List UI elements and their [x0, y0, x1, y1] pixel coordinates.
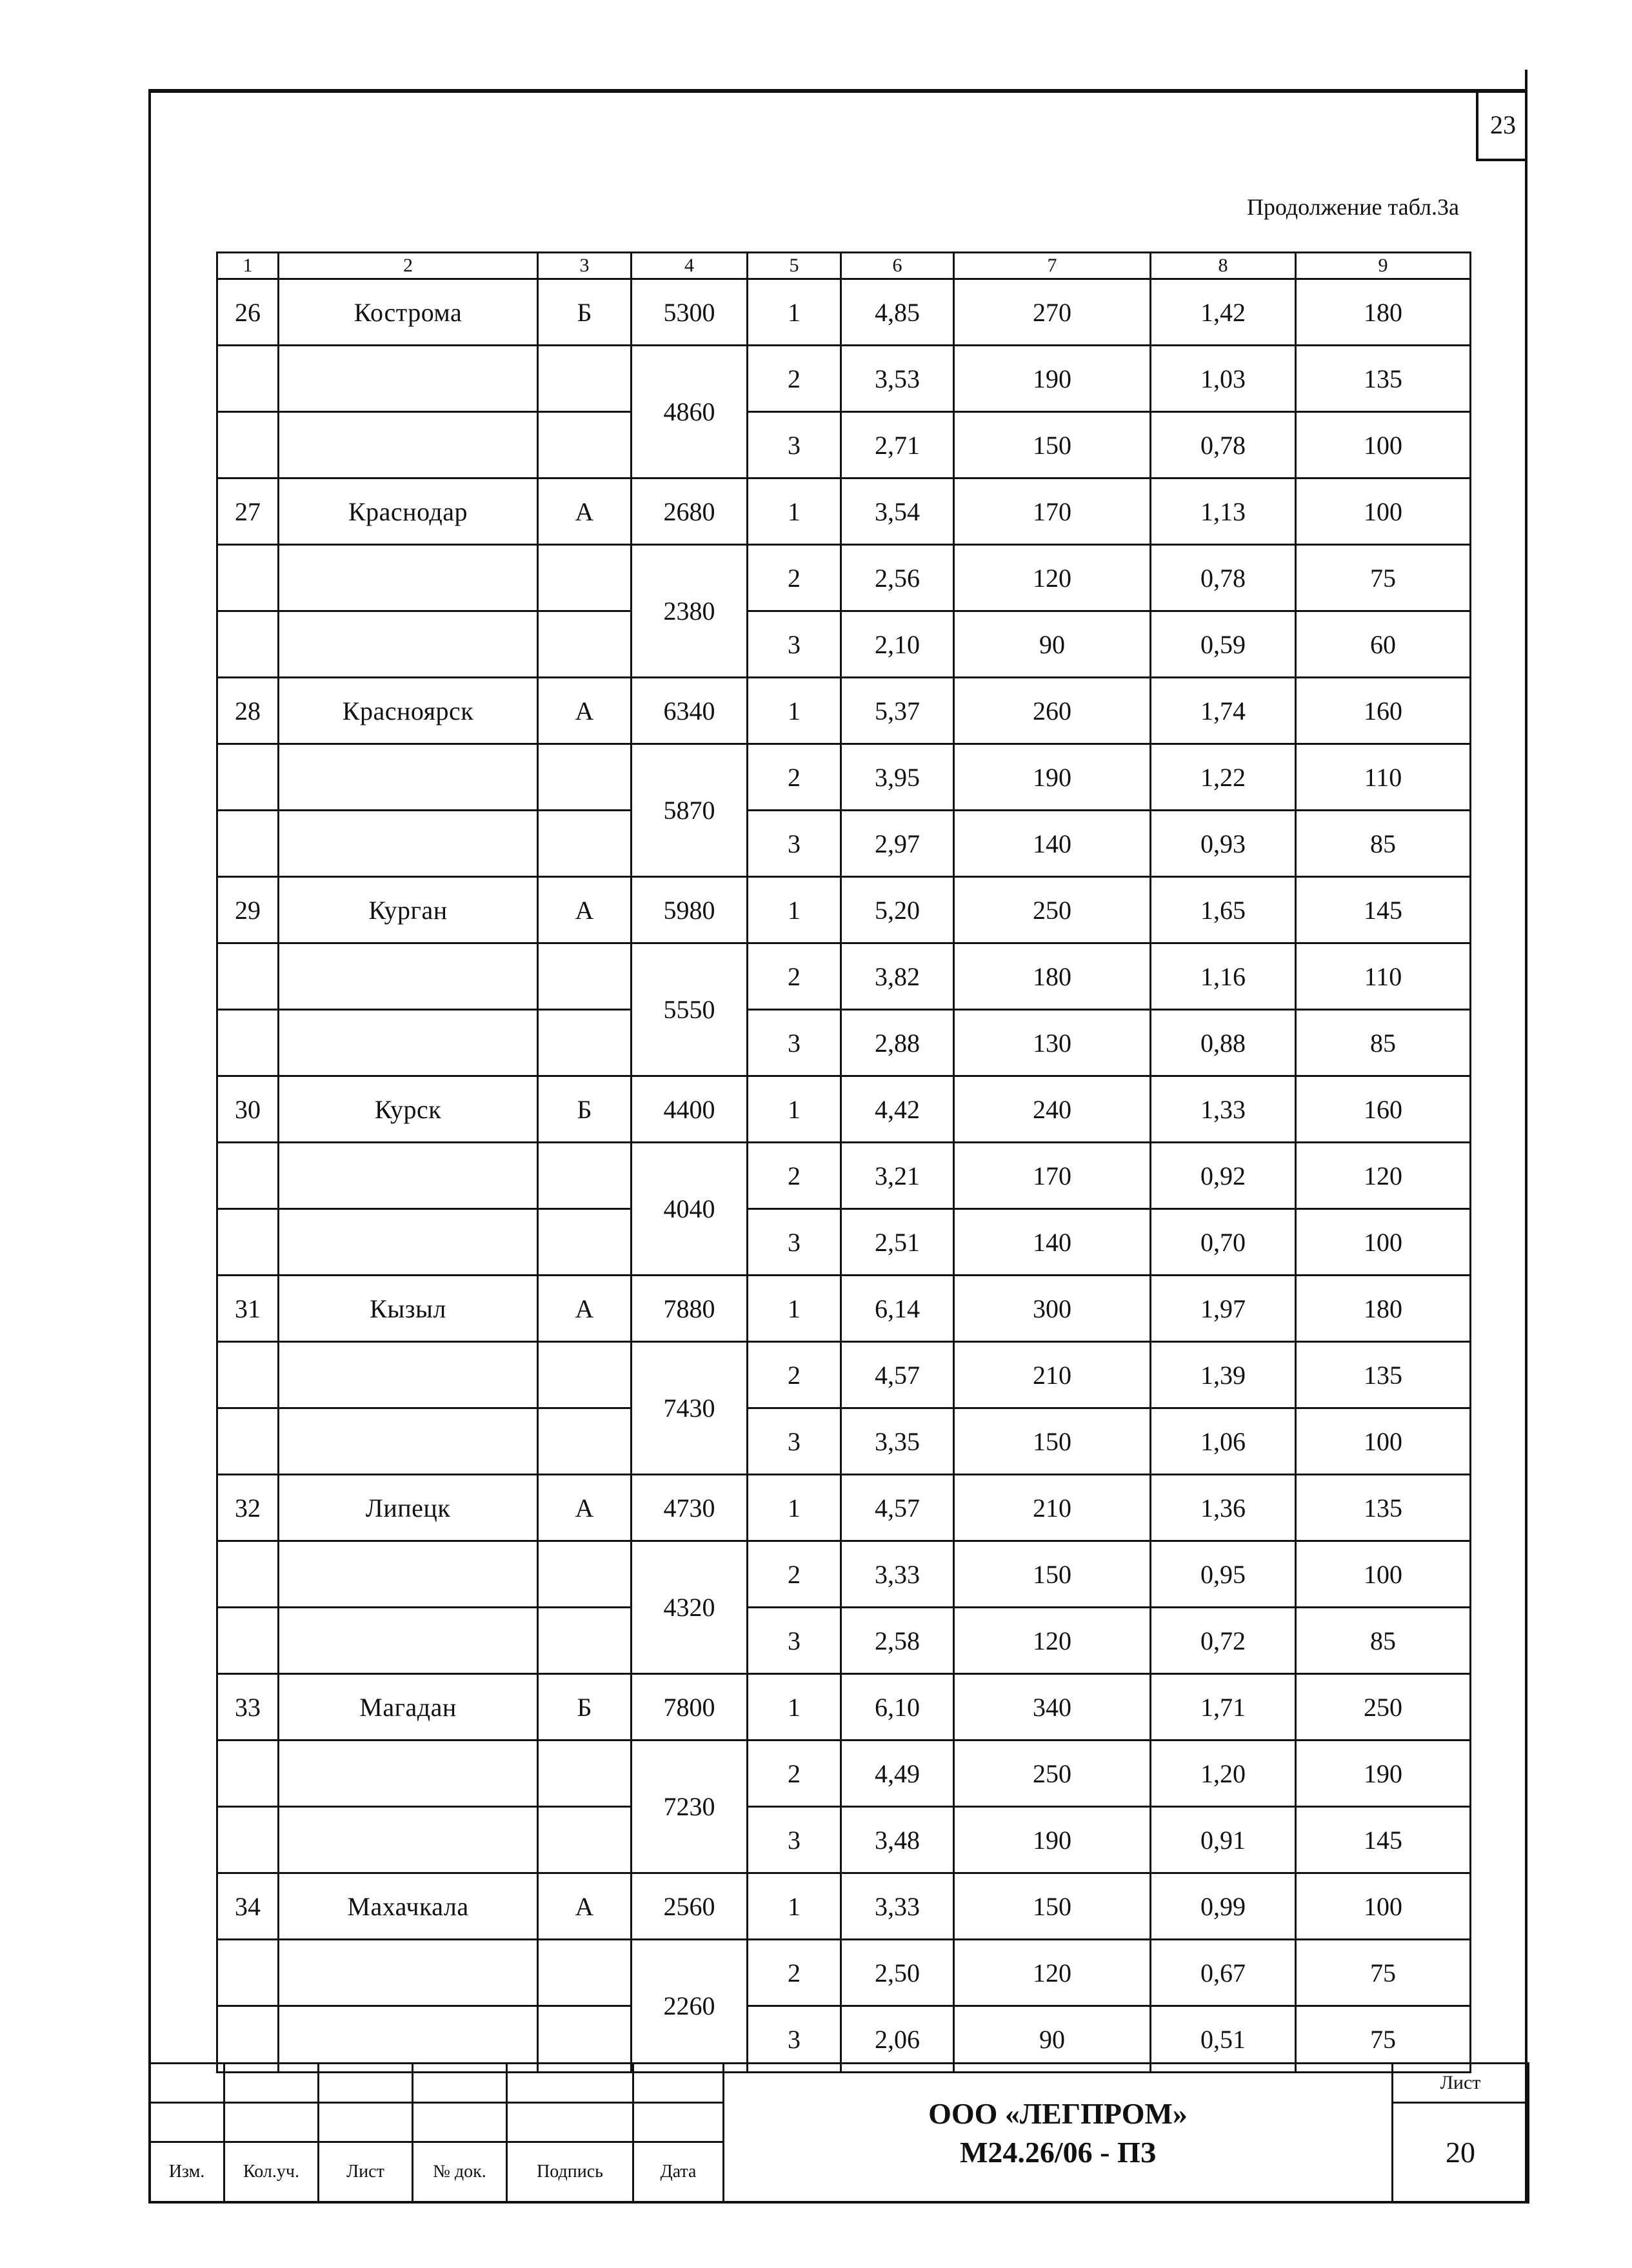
value-cell: 190 [954, 744, 1151, 811]
value-cell: 4,57 [841, 1475, 954, 1541]
value-col4-cell: 2560 [632, 1873, 748, 1940]
value-cell: 190 [954, 1807, 1151, 1873]
empty-cell [538, 545, 632, 611]
value-col4-cell: 2260 [632, 1940, 748, 2073]
value-cell: 1 [748, 877, 841, 943]
value-cell: 120 [1296, 1143, 1471, 1209]
empty-cell [217, 1541, 279, 1608]
value-cell: 120 [954, 1608, 1151, 1674]
col-header: 9 [1296, 253, 1471, 279]
row-number-cell: 31 [217, 1276, 279, 1342]
table-row [217, 611, 1471, 678]
value-cell: 3,35 [841, 1408, 954, 1475]
value-cell: 1 [748, 478, 841, 545]
value-cell: 250 [1296, 1674, 1471, 1740]
empty-cell [217, 611, 279, 678]
empty-cell [279, 1342, 538, 1408]
col-header: 2 [279, 253, 538, 279]
document-code: М24.26/06 - ПЗ [959, 2135, 1157, 2169]
table-caption: Продолжение табл.3а [1246, 194, 1459, 220]
table-row [217, 412, 1471, 478]
empty-cell [217, 1408, 279, 1475]
stamp-cell [150, 2064, 224, 2103]
value-cell: 135 [1296, 1342, 1471, 1408]
value-cell: 300 [954, 1276, 1151, 1342]
empty-cell [217, 1740, 279, 1807]
zone-cell: А [538, 1276, 632, 1342]
value-cell: 3 [748, 1807, 841, 1873]
value-cell: 3 [748, 811, 841, 877]
value-cell: 180 [1296, 279, 1471, 346]
empty-cell [279, 744, 538, 811]
value-cell: 1,16 [1151, 943, 1296, 1010]
value-cell: 3,33 [841, 1541, 954, 1608]
value-cell: 85 [1296, 1010, 1471, 1076]
table-row [217, 279, 1471, 346]
title-block [148, 2062, 1529, 2204]
value-cell: 3 [748, 1010, 841, 1076]
value-cell: 2,88 [841, 1010, 954, 1076]
value-cell: 0,72 [1151, 1608, 1296, 1674]
value-cell: 2 [748, 545, 841, 611]
value-cell: 0,93 [1151, 811, 1296, 877]
table-row [217, 1010, 1471, 1076]
value-cell: 140 [954, 1209, 1151, 1276]
value-cell: 0,70 [1151, 1209, 1296, 1276]
value-col4-cell: 7230 [632, 1740, 748, 1873]
value-cell: 85 [1296, 1608, 1471, 1674]
empty-cell [538, 611, 632, 678]
value-cell: 0,59 [1151, 611, 1296, 678]
table-row [217, 545, 1471, 611]
organization-block [724, 2064, 1393, 2203]
stamp-cell [507, 2102, 633, 2142]
value-cell: 3 [748, 2006, 841, 2073]
city-name-cell: Магадан [279, 1674, 538, 1740]
value-cell: 260 [954, 678, 1151, 744]
empty-cell [279, 412, 538, 478]
table-row [217, 1076, 1471, 1143]
value-cell: 2 [748, 943, 841, 1010]
city-name-cell: Махачкала [279, 1873, 538, 1940]
empty-cell [538, 1209, 632, 1276]
table-row [217, 1143, 1471, 1209]
empty-cell [217, 412, 279, 478]
value-cell: 3,21 [841, 1143, 954, 1209]
empty-cell [538, 1010, 632, 1076]
empty-cell [279, 1541, 538, 1608]
value-cell: 5,20 [841, 877, 954, 943]
value-cell: 145 [1296, 1807, 1471, 1873]
value-cell: 0,51 [1151, 2006, 1296, 2073]
empty-cell [538, 744, 632, 811]
value-cell: 160 [1296, 678, 1471, 744]
value-col4-cell: 5550 [632, 943, 748, 1076]
value-cell: 2 [748, 1940, 841, 2006]
value-cell: 2,97 [841, 811, 954, 877]
col-header: 5 [748, 253, 841, 279]
value-cell: 210 [954, 1342, 1151, 1408]
row-number-cell: 26 [217, 279, 279, 346]
empty-cell [538, 943, 632, 1010]
city-name-cell: Липецк [279, 1475, 538, 1541]
city-name-cell: Кызыл [279, 1276, 538, 1342]
stamp-cell [633, 2102, 724, 2142]
value-cell: 2 [748, 1740, 841, 1807]
col-header: 7 [954, 253, 1151, 279]
value-cell: 135 [1296, 346, 1471, 412]
value-cell: 3,48 [841, 1807, 954, 1873]
value-cell: 150 [954, 1873, 1151, 1940]
empty-cell [279, 1010, 538, 1076]
value-cell: 1 [748, 279, 841, 346]
empty-cell [538, 1740, 632, 1807]
empty-cell [217, 346, 279, 412]
value-cell: 1,42 [1151, 279, 1296, 346]
stamp-cell [150, 2102, 224, 2142]
value-cell: 190 [954, 346, 1151, 412]
empty-cell [538, 1342, 632, 1408]
zone-cell: А [538, 1475, 632, 1541]
zone-cell: А [538, 1873, 632, 1940]
value-cell: 0,78 [1151, 412, 1296, 478]
value-col4-cell: 4320 [632, 1541, 748, 1674]
value-cell: 100 [1296, 1209, 1471, 1276]
empty-cell [538, 1541, 632, 1608]
empty-cell [217, 943, 279, 1010]
value-cell: 1 [748, 678, 841, 744]
empty-cell [279, 346, 538, 412]
col-header: 1 [217, 253, 279, 279]
empty-cell [538, 1408, 632, 1475]
stamp-label-kolvo: Кол.уч. [224, 2142, 319, 2202]
table-row [217, 1807, 1471, 1873]
row-number-cell: 30 [217, 1076, 279, 1143]
value-cell: 2 [748, 346, 841, 412]
value-cell: 1,22 [1151, 744, 1296, 811]
value-cell: 3 [748, 1408, 841, 1475]
empty-cell [217, 744, 279, 811]
empty-cell [217, 1209, 279, 1276]
empty-cell [217, 1807, 279, 1873]
value-cell: 3,95 [841, 744, 954, 811]
city-name-cell: Курск [279, 1076, 538, 1143]
empty-cell [538, 811, 632, 877]
value-cell: 1 [748, 1674, 841, 1740]
value-cell: 1 [748, 1475, 841, 1541]
value-cell: 0,91 [1151, 1807, 1296, 1873]
value-cell: 180 [1296, 1276, 1471, 1342]
value-col4-cell: 2680 [632, 478, 748, 545]
value-cell: 130 [954, 1010, 1151, 1076]
value-cell: 0,67 [1151, 1940, 1296, 2006]
zone-cell: Б [538, 1674, 632, 1740]
value-col4-cell: 4040 [632, 1143, 748, 1276]
table-row [217, 1674, 1471, 1740]
stamp-cell [319, 2064, 413, 2103]
table-row [217, 1209, 1471, 1276]
empty-cell [279, 1143, 538, 1209]
frame-edge-line [1525, 70, 1528, 90]
value-cell: 3 [748, 1209, 841, 1276]
value-col4-cell: 2380 [632, 545, 748, 678]
value-cell: 120 [954, 1940, 1151, 2006]
row-number-cell: 29 [217, 877, 279, 943]
zone-cell: Б [538, 279, 632, 346]
value-cell: 1,03 [1151, 346, 1296, 412]
empty-cell [538, 346, 632, 412]
value-cell: 145 [1296, 877, 1471, 943]
table-row [217, 1408, 1471, 1475]
value-col4-cell: 7800 [632, 1674, 748, 1740]
empty-cell [279, 1940, 538, 2006]
stamp-cell [507, 2064, 633, 2103]
empty-cell [538, 412, 632, 478]
table-row [217, 943, 1471, 1010]
column-number-row [217, 253, 1471, 279]
zone-cell: А [538, 678, 632, 744]
value-cell: 2 [748, 1143, 841, 1209]
value-cell: 2,56 [841, 545, 954, 611]
value-cell: 2,06 [841, 2006, 954, 2073]
table-row [217, 1740, 1471, 1807]
value-cell: 250 [954, 877, 1151, 943]
value-cell: 160 [1296, 1076, 1471, 1143]
value-cell: 1,39 [1151, 1342, 1296, 1408]
empty-cell [538, 1143, 632, 1209]
value-cell: 270 [954, 279, 1151, 346]
value-cell: 2 [748, 1541, 841, 1608]
value-cell: 85 [1296, 811, 1471, 877]
value-cell: 140 [954, 811, 1151, 877]
value-cell: 1 [748, 1873, 841, 1940]
value-col4-cell: 5870 [632, 744, 748, 877]
row-number-cell: 32 [217, 1475, 279, 1541]
value-cell: 150 [954, 1408, 1151, 1475]
data-table [216, 251, 1471, 2073]
table-row [217, 1873, 1471, 1940]
value-cell: 3 [748, 611, 841, 678]
organization-name: ООО «ЛЕГПРОМ» [928, 2096, 1188, 2130]
value-cell: 0,78 [1151, 545, 1296, 611]
table-row [217, 1541, 1471, 1608]
value-cell: 110 [1296, 943, 1471, 1010]
stamp-cell [319, 2102, 413, 2142]
page-corner-number: 23 [1476, 90, 1528, 161]
value-cell: 170 [954, 1143, 1151, 1209]
value-cell: 1,13 [1151, 478, 1296, 545]
value-cell: 3 [748, 412, 841, 478]
city-name-cell: Краснодар [279, 478, 538, 545]
stamp-label-izm: Изм. [150, 2142, 224, 2202]
zone-cell: А [538, 877, 632, 943]
value-cell: 190 [1296, 1740, 1471, 1807]
stamp-cell [224, 2064, 319, 2103]
value-cell: 2,10 [841, 611, 954, 678]
empty-cell [279, 1408, 538, 1475]
empty-cell [538, 1807, 632, 1873]
value-cell: 90 [954, 2006, 1151, 2073]
value-cell: 3,54 [841, 478, 954, 545]
value-cell: 2,58 [841, 1608, 954, 1674]
value-col4-cell: 4400 [632, 1076, 748, 1143]
table-row [217, 877, 1471, 943]
stamp-label-date: Дата [633, 2142, 724, 2202]
empty-cell [279, 1740, 538, 1807]
value-cell: 4,85 [841, 279, 954, 346]
sheet-number: 20 [1393, 2102, 1529, 2202]
value-cell: 3 [748, 1608, 841, 1674]
col-header: 4 [632, 253, 748, 279]
value-cell: 250 [954, 1740, 1151, 1807]
empty-cell [279, 943, 538, 1010]
empty-cell [217, 1608, 279, 1674]
value-cell: 3,82 [841, 943, 954, 1010]
value-cell: 100 [1296, 412, 1471, 478]
row-number-cell: 27 [217, 478, 279, 545]
value-cell: 90 [954, 611, 1151, 678]
value-cell: 340 [954, 1674, 1151, 1740]
empty-cell [217, 1143, 279, 1209]
col-header: 3 [538, 253, 632, 279]
value-cell: 1,33 [1151, 1076, 1296, 1143]
empty-cell [217, 1342, 279, 1408]
value-cell: 6,14 [841, 1276, 954, 1342]
value-cell: 110 [1296, 744, 1471, 811]
value-cell: 1 [748, 1276, 841, 1342]
value-cell: 120 [954, 545, 1151, 611]
value-cell: 75 [1296, 545, 1471, 611]
value-cell: 60 [1296, 611, 1471, 678]
value-cell: 2 [748, 744, 841, 811]
col-header: 8 [1151, 253, 1296, 279]
value-cell: 0,92 [1151, 1143, 1296, 1209]
value-cell: 4,49 [841, 1740, 954, 1807]
table-row [217, 1342, 1471, 1408]
value-cell: 2,51 [841, 1209, 954, 1276]
empty-cell [217, 1940, 279, 2006]
table-row [217, 1475, 1471, 1541]
value-cell: 75 [1296, 1940, 1471, 2006]
value-cell: 1,65 [1151, 877, 1296, 943]
value-cell: 5,37 [841, 678, 954, 744]
table-row [217, 1608, 1471, 1674]
col-header: 6 [841, 253, 954, 279]
value-cell: 100 [1296, 1873, 1471, 1940]
empty-cell [279, 1807, 538, 1873]
empty-cell [538, 1608, 632, 1674]
value-col4-cell: 6340 [632, 678, 748, 744]
stamp-cell [413, 2102, 507, 2142]
value-cell: 1,06 [1151, 1408, 1296, 1475]
table-row [217, 744, 1471, 811]
value-cell: 100 [1296, 1541, 1471, 1608]
value-cell: 75 [1296, 2006, 1471, 2073]
empty-cell [279, 1608, 538, 1674]
table-row [217, 678, 1471, 744]
value-cell: 1,74 [1151, 678, 1296, 744]
empty-cell [538, 1940, 632, 2006]
value-cell: 4,57 [841, 1342, 954, 1408]
table-row [217, 346, 1471, 412]
empty-cell [217, 811, 279, 877]
empty-cell [279, 545, 538, 611]
stamp-cell [633, 2064, 724, 2103]
value-cell: 3,33 [841, 1873, 954, 1940]
value-cell: 1 [748, 1076, 841, 1143]
value-cell: 100 [1296, 478, 1471, 545]
value-cell: 2 [748, 1342, 841, 1408]
value-cell: 135 [1296, 1475, 1471, 1541]
row-number-cell: 34 [217, 1873, 279, 1940]
table-row [217, 1940, 1471, 2006]
value-cell: 4,42 [841, 1076, 954, 1143]
value-cell: 100 [1296, 1408, 1471, 1475]
value-cell: 2,50 [841, 1940, 954, 2006]
stamp-cell [224, 2102, 319, 2142]
table-row [217, 811, 1471, 877]
value-cell: 3,53 [841, 346, 954, 412]
empty-cell [279, 611, 538, 678]
city-name-cell: Курган [279, 877, 538, 943]
zone-cell: Б [538, 1076, 632, 1143]
value-cell: 170 [954, 478, 1151, 545]
value-cell: 150 [954, 412, 1151, 478]
value-cell: 210 [954, 1475, 1151, 1541]
value-col4-cell: 5300 [632, 279, 748, 346]
empty-cell [217, 1010, 279, 1076]
value-cell: 6,10 [841, 1674, 954, 1740]
stamp-label-signature: Подпись [507, 2142, 633, 2202]
sheet-label: Лист [1393, 2064, 1529, 2103]
table-row [217, 1276, 1471, 1342]
zone-cell: А [538, 478, 632, 545]
row-number-cell: 33 [217, 1674, 279, 1740]
value-cell: 0,99 [1151, 1873, 1296, 1940]
value-cell: 180 [954, 943, 1151, 1010]
empty-cell [279, 811, 538, 877]
empty-cell [279, 1209, 538, 1276]
value-cell: 1,97 [1151, 1276, 1296, 1342]
row-number-cell: 28 [217, 678, 279, 744]
table-row [217, 478, 1471, 545]
city-name-cell: Красноярск [279, 678, 538, 744]
value-cell: 150 [954, 1541, 1151, 1608]
value-col4-cell: 5980 [632, 877, 748, 943]
stamp-cell [413, 2064, 507, 2103]
value-cell: 1,20 [1151, 1740, 1296, 1807]
value-cell: 0,88 [1151, 1010, 1296, 1076]
value-col4-cell: 7430 [632, 1342, 748, 1475]
value-cell: 0,95 [1151, 1541, 1296, 1608]
value-cell: 2,71 [841, 412, 954, 478]
value-cell: 240 [954, 1076, 1151, 1143]
value-col4-cell: 7880 [632, 1276, 748, 1342]
stamp-label-list: Лист [319, 2142, 413, 2202]
value-cell: 1,36 [1151, 1475, 1296, 1541]
value-col4-cell: 4860 [632, 346, 748, 478]
city-name-cell: Кострома [279, 279, 538, 346]
value-cell: 1,71 [1151, 1674, 1296, 1740]
stamp-label-doc: № док. [413, 2142, 507, 2202]
empty-cell [217, 545, 279, 611]
value-col4-cell: 4730 [632, 1475, 748, 1541]
